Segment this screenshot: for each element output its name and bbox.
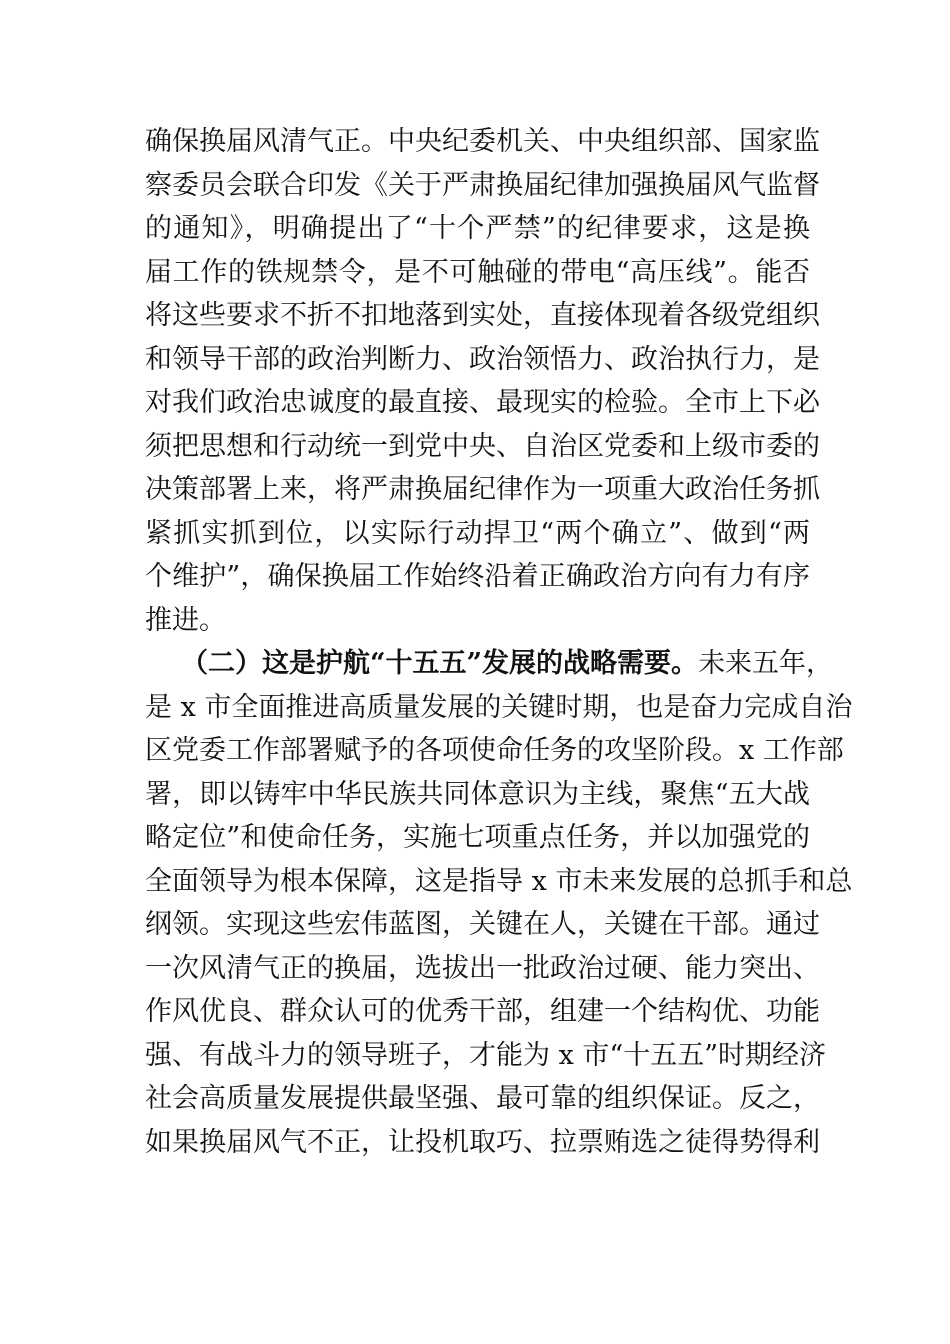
text-line: 察委员会联合印发《关于严肃换届纪律加强换届风气监督 (145, 169, 820, 201)
text-line: 推进。 (145, 604, 226, 636)
text-line: 纲领。实现这些宏伟蓝图，关键在人，关键在干部。通过 (145, 909, 820, 940)
text-line: 一次风清气正的换届，选拔出一批政治过硬、能力突出、 (145, 952, 820, 984)
heading-line-rest: 未来五年， (698, 648, 834, 679)
paragraph-heading-line (145, 642, 834, 686)
text-line: 决策部署上来，将严肃换届纪律作为一项重大政治任务抓 (145, 474, 820, 505)
text-line: 紧抓实抓到位，以实际行动捍卫“两个确立”、做到“两 (145, 517, 810, 549)
text-line: 的通知》，明确提出了“十个严禁”的纪律要求，这是换 (145, 213, 810, 244)
text-line: 全面领导为根本保障，这是指导 x 市未来发展的总抓手和总 (145, 865, 853, 897)
text-line: 如果换届风气不正，让投机取巧、拉票贿选之徒得势得利 (145, 1126, 820, 1158)
text-line: 对我们政治忠诚度的最直接、最现实的检验。全市上下必 (145, 387, 820, 418)
section-heading: （二）这是护航“十五五”发展的战略需要。 (181, 648, 699, 679)
text-line: 署，即以铸牢中华民族共同体意识为主线，聚焦“五大战 (145, 778, 810, 810)
text-line: 是 x 市全面推进高质量发展的关键时期，也是奋力完成自治 (145, 691, 853, 723)
text-line: 强、有战斗力的领导班子，才能为 x 市“十五五”时期经济 (145, 1039, 826, 1071)
text-line: 区党委工作部署赋予的各项使命任务的攻坚阶段。x 工作部 (145, 735, 844, 766)
text-line: 和领导干部的政治判断力、政治领悟力、政治执行力，是 (145, 343, 820, 375)
paragraph-1 (145, 120, 820, 642)
text-line: 确保换届风清气正。中央纪委机关、中央组织部、国家监 (145, 126, 820, 157)
paragraph-2 (145, 642, 853, 1164)
text-line: 个维护”，确保换届工作始终沿着正确政治方向有力有序 (145, 561, 810, 592)
text-line: 略定位”和使命任务，实施七项重点任务，并以加强党的 (145, 822, 810, 853)
text-line: 将这些要求不折不扣地落到实处，直接体现着各级党组织 (145, 300, 820, 331)
text-line: 社会高质量发展提供最坚强、最可靠的组织保证。反之， (145, 1083, 820, 1114)
body-text (145, 120, 853, 1164)
text-line: 须把思想和行动统一到党中央、自治区党委和上级市委的 (145, 430, 820, 462)
text-line: 作风优良、群众认可的优秀干部，组建一个结构优、功能 (145, 996, 820, 1027)
text-line: 届工作的铁规禁令，是不可触碰的带电“高压线”。能否 (145, 256, 810, 288)
